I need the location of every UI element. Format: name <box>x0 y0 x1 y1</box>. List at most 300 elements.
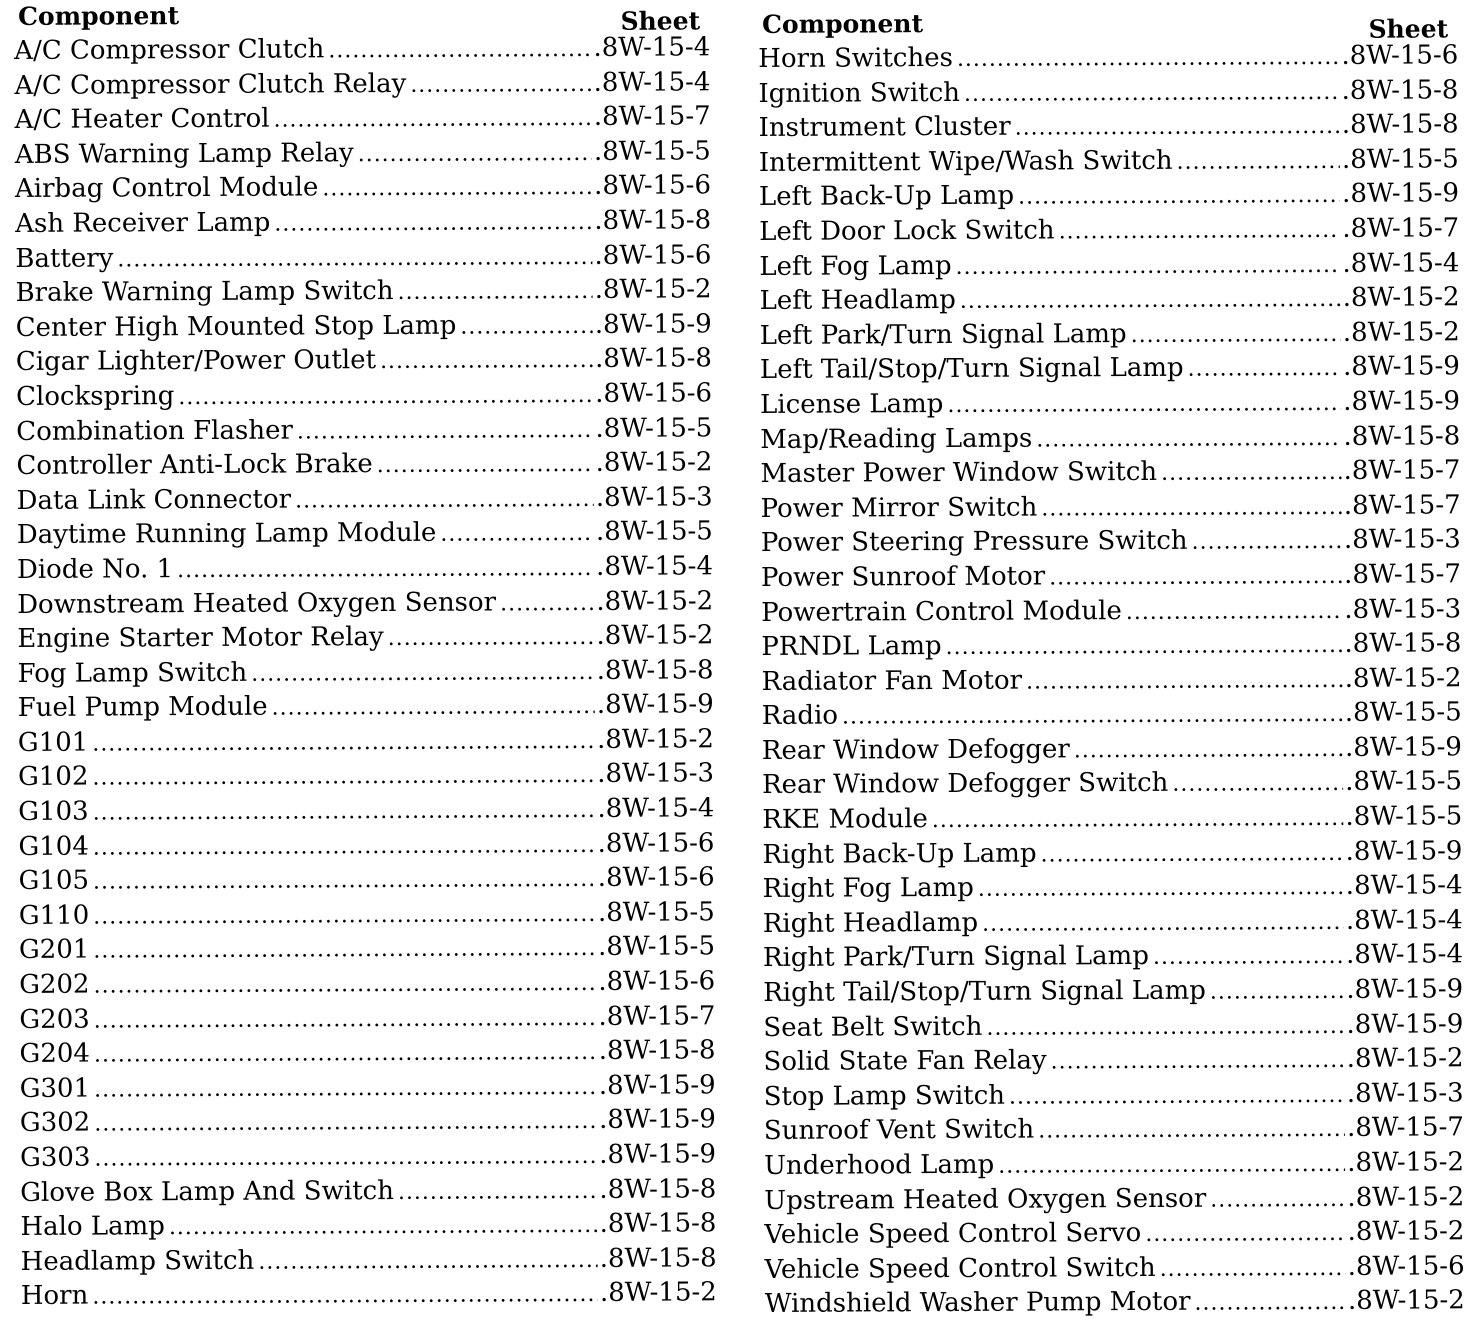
dot-leader <box>406 68 592 104</box>
component-name: Upstream Heated Oxygen Sensor <box>764 1183 1207 1216</box>
component-list <box>752 38 1465 1322</box>
component-name: Left Park/Turn Signal Lamp <box>759 318 1127 351</box>
component-name: Glove Box Lamp And Switch <box>20 1175 394 1208</box>
dot-leader <box>89 794 596 830</box>
component-name: Left Headlamp <box>759 285 956 317</box>
list-item <box>11 618 713 656</box>
component-name: G202 <box>19 969 90 1000</box>
component-name: Halo Lamp <box>20 1211 165 1243</box>
sheet-number: .8W-15-2 <box>1347 1181 1465 1213</box>
dot-leader <box>1168 767 1343 803</box>
sheet-number: .8W-15-2 <box>594 274 712 306</box>
component-name: License Lamp <box>759 388 944 420</box>
list-item <box>10 411 712 449</box>
dot-leader <box>1014 179 1340 215</box>
list-item <box>9 134 711 172</box>
dot-leader <box>1190 1286 1346 1321</box>
component-name: Power Mirror Switch <box>760 492 1038 524</box>
dot-leader <box>1037 491 1342 527</box>
list-item <box>9 100 711 138</box>
dot-leader <box>1188 525 1343 560</box>
sheet-number: .8W-15-4 <box>1345 870 1463 902</box>
dot-leader <box>928 802 1344 838</box>
dot-leader <box>89 829 596 865</box>
list-item <box>758 1214 1464 1252</box>
dot-leader <box>1184 352 1342 387</box>
list-item <box>757 938 1463 976</box>
component-name: G303 <box>19 1142 91 1173</box>
sheet-number: .8W-15-2 <box>596 724 714 755</box>
left-index-column <box>8 0 717 1314</box>
dot-leader <box>1206 975 1345 1010</box>
sheet-number: .8W-15-2 <box>1344 662 1462 694</box>
dot-leader <box>1149 940 1344 976</box>
sheet-number: .8W-15-3 <box>1343 524 1461 556</box>
sheet-number: .8W-15-2 <box>1347 1147 1465 1178</box>
component-name: Brake Warning Lamp Switch <box>15 276 394 309</box>
component-name: Map/Reading Lamps <box>760 423 1033 455</box>
component-name: G201 <box>18 935 90 966</box>
component-name: G110 <box>18 900 90 931</box>
component-name: G301 <box>19 1073 91 1104</box>
list-item <box>12 757 714 795</box>
list-item <box>756 696 1462 734</box>
component-name: Solid State Fan Relay <box>763 1045 1047 1078</box>
sheet-number: .8W-15-6 <box>1347 1251 1465 1282</box>
sheet-number: .8W-15-4 <box>1342 247 1460 279</box>
dot-leader <box>254 1244 598 1280</box>
dot-leader <box>89 932 596 968</box>
dot-leader <box>456 310 593 345</box>
sheet-number: .8W-15-7 <box>1342 213 1460 244</box>
sheet-number: .8W-15-3 <box>1346 1078 1464 1109</box>
dot-leader <box>496 586 594 621</box>
component-name: Right Back-Up Lamp <box>762 838 1037 870</box>
list-item <box>755 557 1461 595</box>
list-item <box>754 419 1460 457</box>
sheet-number: .8W-15-2 <box>1342 282 1460 314</box>
component-name: Daytime Running Lamp Module <box>16 518 437 551</box>
component-name: Horn <box>20 1280 89 1312</box>
component-name: Airbag Control Module <box>14 172 319 205</box>
dot-leader <box>1032 421 1341 457</box>
component-name: G103 <box>18 796 89 828</box>
column-header <box>8 0 710 34</box>
dot-leader <box>1122 594 1343 630</box>
list-item <box>10 307 712 345</box>
sheet-number: .8W-15-6 <box>597 862 715 894</box>
component-name: Right Tail/Stop/Turn Signal Lamp <box>763 975 1206 1008</box>
sheet-number: .8W-15-5 <box>597 897 715 928</box>
component-name: Controller Anti-Lock Brake <box>16 449 373 482</box>
sheet-number: .8W-15-9 <box>598 1070 716 1101</box>
list-item <box>14 1137 716 1175</box>
dot-leader <box>293 413 594 449</box>
dot-leader <box>88 759 595 795</box>
sheet-number: .8W-15-9 <box>1346 1008 1464 1040</box>
column-header <box>752 4 1458 42</box>
list-item <box>758 1145 1464 1183</box>
sheet-number: .8W-15-7 <box>1343 455 1461 487</box>
list-item <box>10 342 712 380</box>
dot-leader <box>291 483 594 519</box>
list-item <box>756 799 1462 837</box>
dot-leader <box>1206 1183 1345 1218</box>
sheet-heading: Sheet <box>1368 14 1449 44</box>
sheet-number: .8W-15-2 <box>1342 317 1460 348</box>
component-name: Power Steering Pressure Switch <box>760 526 1188 559</box>
sheet-number: .8W-15-5 <box>595 516 713 548</box>
list-item <box>12 826 714 864</box>
sheet-number: .8W-15-8 <box>1341 74 1459 106</box>
dot-leader <box>90 1105 597 1141</box>
component-name: Left Tail/Stop/Turn Signal Lamp <box>759 353 1184 386</box>
dot-leader <box>1156 1252 1346 1288</box>
component-name: Horn Switches <box>758 42 953 74</box>
list-item <box>756 730 1462 768</box>
dot-leader <box>174 379 593 415</box>
dot-leader <box>354 137 592 173</box>
list-item <box>12 791 714 829</box>
component-name: Instrument Cluster <box>758 111 1011 144</box>
component-name: G203 <box>19 1004 90 1035</box>
sheet-number: .8W-15-5 <box>1345 766 1463 798</box>
sheet-number: .8W-15-7 <box>598 1000 716 1032</box>
component-name: Clockspring <box>15 381 175 412</box>
list-item <box>11 515 713 553</box>
sheet-number: .8W-15-2 <box>1346 1043 1464 1075</box>
component-name: A/C Heater Control <box>14 103 270 136</box>
component-name: Battery <box>15 243 114 274</box>
list-item <box>13 861 715 899</box>
sheet-number: .8W-15-5 <box>593 136 711 167</box>
dot-leader <box>952 248 1341 284</box>
dot-leader <box>90 1002 597 1038</box>
list-item <box>753 142 1459 180</box>
sheet-number: .8W-15-8 <box>599 1208 717 1240</box>
list-item <box>757 869 1463 907</box>
dot-leader <box>1011 110 1340 146</box>
component-name: Rear Window Defogger <box>761 734 1070 766</box>
component-name: ABS Warning Lamp Relay <box>14 137 354 170</box>
component-name: Fog Lamp Switch <box>17 657 248 689</box>
component-name: Stop Lamp Switch <box>763 1080 1006 1112</box>
list-item <box>14 1068 716 1106</box>
component-name: A/C Compressor Clutch Relay <box>14 68 407 101</box>
sheet-number: .8W-15-3 <box>595 482 713 513</box>
dot-leader <box>1022 664 1343 700</box>
sheet-number: .8W-15-6 <box>594 170 712 202</box>
component-name: Downstream Heated Oxygen Sensor <box>17 586 497 620</box>
sheet-number: .8W-15-8 <box>599 1173 717 1205</box>
list-item <box>759 1249 1465 1287</box>
dot-leader <box>1141 1217 1345 1253</box>
dot-leader <box>956 283 1341 319</box>
list-item <box>753 246 1459 284</box>
list-item <box>14 1206 716 1244</box>
list-item <box>756 765 1462 803</box>
list-item <box>757 972 1463 1010</box>
sheet-number: .8W-15-3 <box>1344 593 1462 625</box>
sheet-number: .8W-15-2 <box>1347 1216 1465 1248</box>
component-name: A/C Compressor Clutch <box>14 34 325 66</box>
list-item <box>13 895 715 933</box>
dot-leader <box>1055 214 1341 250</box>
component-name: Right Headlamp <box>762 907 979 939</box>
dot-leader <box>393 275 592 311</box>
dot-leader <box>165 1209 598 1245</box>
list-item <box>753 211 1459 249</box>
dot-leader <box>1157 456 1342 492</box>
dot-leader <box>436 517 594 552</box>
sheet-number: .8W-15-5 <box>1341 144 1459 175</box>
dot-leader <box>982 1010 1344 1046</box>
sheet-number: .8W-15-8 <box>594 343 712 375</box>
dot-leader <box>89 898 596 934</box>
sheet-number: .8W-15-4 <box>593 66 711 98</box>
dot-leader <box>942 629 1343 665</box>
component-name: Windshield Washer Pump Motor <box>764 1287 1191 1320</box>
dot-leader <box>90 1140 597 1176</box>
component-name: Master Power Window Switch <box>760 457 1158 490</box>
sheet-number: .8W-15-8 <box>1341 109 1459 141</box>
list-item <box>759 1284 1465 1322</box>
component-name: Engine Starter Motor Relay <box>17 622 384 655</box>
sheet-number: .8W-15-7 <box>1346 1112 1464 1144</box>
dot-leader <box>1036 837 1343 873</box>
sheet-number: .8W-15-5 <box>598 931 716 963</box>
sheet-number: .8W-15-2 <box>1347 1285 1465 1317</box>
sheet-number: .8W-15-8 <box>599 1243 717 1274</box>
dot-leader <box>113 241 592 277</box>
list-item <box>753 280 1459 318</box>
sheet-number: .8W-15-7 <box>593 101 711 133</box>
component-heading: Component <box>762 9 924 39</box>
component-name: Left Back-Up Lamp <box>758 181 1015 213</box>
sheet-number: .8W-15-8 <box>1343 420 1461 452</box>
list-item <box>753 177 1459 215</box>
component-name: G102 <box>17 762 89 793</box>
dot-leader <box>90 1036 597 1072</box>
component-name: Center High Mounted Stop Lamp <box>15 310 457 343</box>
dot-leader <box>88 1278 598 1314</box>
dot-leader <box>960 76 1340 112</box>
sheet-number: .8W-15-6 <box>595 378 713 409</box>
dot-leader <box>173 552 594 588</box>
dot-leader <box>1005 1079 1345 1115</box>
sheet-number: .8W-15-8 <box>596 655 714 686</box>
list-item <box>12 722 714 760</box>
list-item <box>756 834 1462 872</box>
list-item <box>11 480 713 518</box>
sheet-number: .8W-15-9 <box>1345 835 1463 867</box>
component-name: G104 <box>18 831 89 862</box>
sheet-number: .8W-15-2 <box>596 585 714 617</box>
component-name: PRNDL Lamp <box>761 631 942 663</box>
component-name: Vehicle Speed Control Switch <box>764 1252 1156 1285</box>
list-item <box>9 169 711 207</box>
dot-leader <box>394 1175 598 1211</box>
sheet-number: .8W-15-4 <box>1345 905 1463 936</box>
list-item <box>15 1241 717 1279</box>
list-item <box>758 1076 1464 1114</box>
component-name: RKE Module <box>762 804 928 836</box>
dot-leader <box>838 698 1343 734</box>
component-name: Powertrain Control Module <box>761 595 1122 628</box>
dot-leader <box>1045 560 1342 596</box>
component-name: Left Door Lock Switch <box>759 215 1055 247</box>
list-item <box>755 488 1461 526</box>
list-item <box>755 626 1461 664</box>
list-item <box>752 38 1458 76</box>
list-item <box>14 1172 716 1210</box>
component-name: Ash Receiver Lamp <box>15 207 271 239</box>
sheet-number: .8W-15-9 <box>1342 178 1460 210</box>
sheet-number: .8W-15-9 <box>1343 386 1461 417</box>
sheet-number: .8W-15-7 <box>1344 559 1462 590</box>
sheet-number: .8W-15-5 <box>1345 801 1463 832</box>
dot-leader <box>268 690 595 726</box>
component-name: Data Link Connector <box>16 484 292 516</box>
sheet-number: .8W-15-2 <box>599 1277 717 1309</box>
list-item <box>755 592 1461 630</box>
dot-leader <box>318 171 592 207</box>
list-item <box>8 65 710 103</box>
sheet-number: .8W-15-2 <box>595 447 713 479</box>
dot-leader <box>373 448 594 484</box>
sheet-number: .8W-15-4 <box>597 793 715 824</box>
list-item <box>9 203 711 241</box>
dot-leader <box>974 871 1344 907</box>
list-item <box>757 903 1463 941</box>
component-name: Intermittent Wipe/Wash Switch <box>758 145 1173 178</box>
dot-leader <box>376 344 593 380</box>
sheet-number: .8W-15-6 <box>594 239 712 271</box>
dot-leader <box>269 102 591 138</box>
list-item <box>12 688 714 726</box>
sheet-number: .8W-15-5 <box>595 412 713 444</box>
list-item <box>755 661 1461 699</box>
dot-leader <box>1047 1044 1345 1080</box>
component-name: Cigar Lighter/Power Outlet <box>15 345 377 378</box>
component-name: Ignition Switch <box>758 77 961 109</box>
dot-leader <box>324 33 591 69</box>
component-name: Fuel Pump Module <box>17 691 268 724</box>
sheet-number: .8W-15-9 <box>594 309 712 340</box>
sheet-number: .8W-15-9 <box>1342 351 1460 383</box>
list-item <box>9 272 711 310</box>
dot-leader <box>90 1071 597 1107</box>
sheet-number: .8W-15-2 <box>596 620 714 652</box>
list-item <box>753 107 1459 145</box>
dot-leader <box>88 725 595 761</box>
component-name: Right Park/Turn Signal Lamp <box>762 941 1150 974</box>
list-item <box>13 999 715 1037</box>
sheet-number: .8W-15-4 <box>1346 939 1464 971</box>
dot-leader <box>1173 145 1341 180</box>
sheet-heading: Sheet <box>620 6 701 36</box>
dot-leader <box>89 863 596 899</box>
dot-leader <box>953 41 1340 77</box>
sheet-number: .8W-15-9 <box>598 1104 716 1136</box>
component-name: Radio <box>761 700 839 732</box>
sheet-number: .8W-15-6 <box>597 827 715 859</box>
component-name: Power Sunroof Motor <box>760 561 1046 593</box>
component-name: G302 <box>19 1107 91 1139</box>
sheet-number: .8W-15-6 <box>1341 40 1459 71</box>
sheet-number: .8W-15-9 <box>1346 974 1464 1005</box>
component-name: Sunroof Vent Switch <box>763 1114 1035 1147</box>
list-item <box>754 350 1460 388</box>
sheet-number: .8W-15-7 <box>1343 490 1461 521</box>
component-heading: Component <box>18 1 180 31</box>
list-item <box>13 1034 715 1072</box>
list-item <box>13 964 715 1002</box>
dot-leader <box>994 1148 1345 1184</box>
sheet-number: .8W-15-3 <box>597 758 715 790</box>
sheet-number: .8W-15-5 <box>1344 697 1462 729</box>
list-item <box>755 523 1461 561</box>
sheet-number: .8W-15-6 <box>598 966 716 997</box>
list-item <box>757 1007 1463 1045</box>
dot-leader <box>247 656 595 692</box>
component-name: Right Fog Lamp <box>762 873 974 905</box>
list-item <box>11 584 713 622</box>
component-name: Vehicle Speed Control Servo <box>764 1218 1142 1251</box>
dot-leader <box>270 206 592 242</box>
component-name: Diode No. 1 <box>16 554 174 585</box>
right-index-column <box>752 4 1465 1322</box>
dot-leader <box>943 387 1341 423</box>
dot-leader <box>978 906 1344 942</box>
component-name: G105 <box>18 865 90 897</box>
sheet-number: .8W-15-8 <box>598 1035 716 1067</box>
list-item <box>10 445 712 483</box>
sheet-number: .8W-15-9 <box>599 1139 717 1170</box>
sheet-number: .8W-15-4 <box>596 551 714 582</box>
list-item <box>754 315 1460 353</box>
sheet-number: .8W-15-9 <box>596 689 714 721</box>
sheet-number: .8W-15-9 <box>1344 732 1462 763</box>
component-name: Left Fog Lamp <box>759 250 952 282</box>
component-name: Radiator Fan Motor <box>761 665 1023 697</box>
component-name: Headlamp Switch <box>20 1245 255 1277</box>
dot-leader <box>89 967 596 1003</box>
list-item <box>758 1180 1464 1218</box>
list-item <box>752 73 1458 111</box>
list-item <box>11 549 713 587</box>
list-item <box>754 453 1460 491</box>
list-item <box>11 653 713 691</box>
list-item <box>757 1042 1463 1080</box>
component-name: Underhood Lamp <box>763 1149 995 1181</box>
component-list <box>8 30 717 1314</box>
component-name: G204 <box>19 1038 91 1070</box>
list-item <box>10 376 712 414</box>
list-item <box>754 384 1460 422</box>
component-name: G101 <box>17 727 89 758</box>
dot-leader <box>384 621 595 657</box>
component-name: Combination Flasher <box>16 415 293 447</box>
list-item <box>14 1103 716 1141</box>
list-item <box>15 1276 717 1314</box>
list-item <box>9 238 711 276</box>
dot-leader <box>1127 318 1341 354</box>
component-name: Seat Belt Switch <box>763 1011 983 1043</box>
dot-leader <box>1070 733 1343 769</box>
list-item <box>758 1111 1464 1149</box>
component-name: Rear Window Defogger Switch <box>761 768 1169 801</box>
